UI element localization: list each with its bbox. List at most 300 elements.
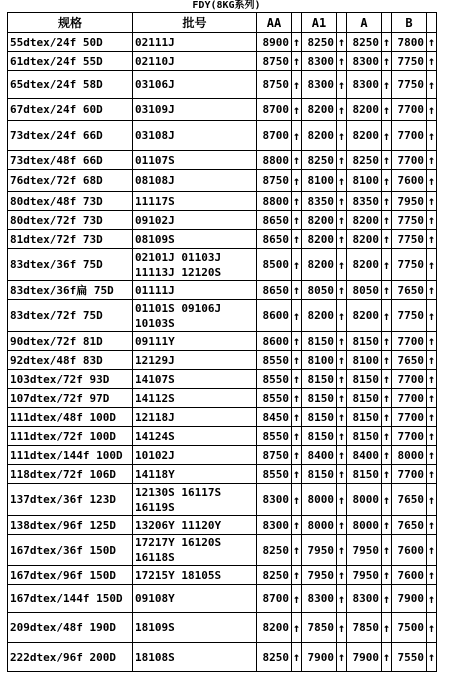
a-price: 8100: [347, 170, 382, 192]
a-price: 7950: [347, 566, 382, 585]
a-price: 8150: [347, 465, 382, 484]
spec-cell: 111dtex/144f 100D: [8, 446, 133, 465]
up-arrow-icon: ↑: [382, 33, 392, 52]
table-row: [8, 566, 437, 585]
batch-line: 01101S 09106J: [135, 301, 222, 315]
batch-cell: [133, 230, 257, 249]
batch-line: 11113J 12120S: [135, 265, 222, 279]
up-arrow-icon: ↑: [382, 332, 392, 351]
up-arrow-icon: ↑: [382, 643, 392, 672]
a-price: 8050: [347, 281, 382, 300]
batch-cell: [133, 465, 257, 484]
up-arrow-icon: ↑: [427, 370, 437, 389]
up-arrow-icon: ↑: [427, 427, 437, 446]
up-arrow-icon: ↑: [382, 99, 392, 121]
up-arrow-icon: ↑: [382, 370, 392, 389]
table-row: [8, 408, 437, 427]
table-row: [8, 121, 437, 151]
table-row: [8, 465, 437, 484]
spec-cell: 209dtex/48f 190D: [8, 613, 133, 643]
up-arrow-icon: ↑: [292, 249, 302, 281]
up-arrow-icon: ↑: [427, 281, 437, 300]
batch-cell: [133, 427, 257, 446]
batch-cell: [133, 613, 257, 643]
table-row: [8, 446, 437, 465]
batch-cell: [133, 351, 257, 370]
up-arrow-icon: ↑: [382, 535, 392, 566]
batch-cell: [133, 33, 257, 52]
a1-price: 8300: [302, 585, 337, 613]
up-arrow-icon: ↑: [337, 585, 347, 613]
a-price: 8150: [347, 332, 382, 351]
up-arrow-icon: ↑: [292, 351, 302, 370]
up-arrow-icon: ↑: [382, 52, 392, 71]
batch-line: 02101J 01103J: [135, 250, 222, 264]
up-arrow-icon: ↑: [292, 121, 302, 151]
up-arrow-icon: ↑: [427, 613, 437, 643]
up-arrow-icon: ↑: [427, 170, 437, 192]
up-arrow-icon: ↑: [292, 370, 302, 389]
a-price: 7900: [347, 643, 382, 672]
up-arrow-icon: ↑: [292, 585, 302, 613]
a1-price: 8150: [302, 465, 337, 484]
up-arrow-icon: ↑: [337, 281, 347, 300]
a1-price: 8150: [302, 427, 337, 446]
aa-price: 8500: [257, 249, 292, 281]
a1-price: 8200: [302, 121, 337, 151]
up-arrow-icon: ↑: [427, 389, 437, 408]
a1-price: 8000: [302, 516, 337, 535]
b-price: 7750: [392, 230, 427, 249]
header-b: B: [392, 13, 427, 33]
spec-cell: 61dtex/24f 55D: [8, 52, 133, 71]
batch-cell: [133, 332, 257, 351]
a1-price: 8100: [302, 351, 337, 370]
header-a: A: [347, 13, 382, 33]
batch-line: 14118Y: [135, 467, 175, 481]
spec-cell: 138dtex/96f 125D: [8, 516, 133, 535]
up-arrow-icon: ↑: [382, 192, 392, 211]
spec-cell: 107dtex/72f 97D: [8, 389, 133, 408]
b-price: 7600: [392, 535, 427, 566]
header-batch: 批号: [133, 13, 257, 33]
up-arrow-icon: ↑: [427, 351, 437, 370]
up-arrow-icon: ↑: [427, 566, 437, 585]
up-arrow-icon: ↑: [292, 446, 302, 465]
up-arrow-icon: ↑: [427, 446, 437, 465]
aa-price: 8650: [257, 211, 292, 230]
aa-price: 8650: [257, 281, 292, 300]
table-row: [8, 389, 437, 408]
up-arrow-icon: ↑: [427, 211, 437, 230]
batch-cell: [133, 389, 257, 408]
aa-price: 8700: [257, 99, 292, 121]
up-arrow-icon: ↑: [337, 484, 347, 516]
batch-line: 17215Y 18105S: [135, 568, 222, 582]
header-gap: [382, 13, 392, 33]
up-arrow-icon: ↑: [292, 300, 302, 332]
up-arrow-icon: ↑: [292, 535, 302, 566]
a-price: 8100: [347, 351, 382, 370]
table-row: [8, 613, 437, 643]
a1-price: 7950: [302, 535, 337, 566]
aa-price: 8700: [257, 585, 292, 613]
batch-line: 01107S: [135, 153, 175, 167]
batch-line: 14112S: [135, 391, 175, 405]
a-price: 8150: [347, 427, 382, 446]
a-price: 8250: [347, 151, 382, 170]
spec-cell: 83dtex/36f 75D: [8, 249, 133, 281]
up-arrow-icon: ↑: [292, 516, 302, 535]
up-arrow-icon: ↑: [337, 613, 347, 643]
a1-price: 8250: [302, 33, 337, 52]
b-price: 7500: [392, 613, 427, 643]
spec-cell: 81dtex/72f 73D: [8, 230, 133, 249]
spec-cell: 83dtex/72f 75D: [8, 300, 133, 332]
up-arrow-icon: ↑: [337, 427, 347, 446]
a-price: 8400: [347, 446, 382, 465]
up-arrow-icon: ↑: [337, 249, 347, 281]
up-arrow-icon: ↑: [382, 516, 392, 535]
table-row: [8, 33, 437, 52]
batch-cell: [133, 300, 257, 332]
batch-line: 02110J: [135, 54, 175, 68]
up-arrow-icon: ↑: [292, 170, 302, 192]
up-arrow-icon: ↑: [337, 71, 347, 99]
up-arrow-icon: ↑: [292, 281, 302, 300]
b-price: 7700: [392, 332, 427, 351]
batch-line: 01111J: [135, 283, 175, 297]
b-price: 7750: [392, 211, 427, 230]
batch-line: 03106J: [135, 78, 175, 91]
a-price: 8000: [347, 516, 382, 535]
batch-line: 12118J: [135, 410, 175, 424]
batch-cell: [133, 566, 257, 585]
table-row: [8, 585, 437, 613]
spec-cell: 90dtex/72f 81D: [8, 332, 133, 351]
batch-line: 09108Y: [135, 592, 175, 605]
spec-cell: 167dtex/144f 150D: [8, 585, 133, 613]
up-arrow-icon: ↑: [427, 408, 437, 427]
up-arrow-icon: ↑: [337, 33, 347, 52]
b-price: 7700: [392, 408, 427, 427]
batch-line: 13206Y 11120Y: [135, 518, 222, 532]
table-row: [8, 484, 437, 516]
up-arrow-icon: ↑: [337, 446, 347, 465]
batch-line: 12129J: [135, 353, 175, 367]
a1-price: 8200: [302, 99, 337, 121]
table-row: [8, 351, 437, 370]
a-price: 8300: [347, 71, 382, 99]
up-arrow-icon: ↑: [337, 370, 347, 389]
a1-price: 8400: [302, 446, 337, 465]
batch-line: 08108J: [135, 174, 175, 187]
up-arrow-icon: ↑: [292, 613, 302, 643]
up-arrow-icon: ↑: [382, 465, 392, 484]
aa-price: 8450: [257, 408, 292, 427]
table-row: [8, 52, 437, 71]
up-arrow-icon: ↑: [337, 99, 347, 121]
up-arrow-icon: ↑: [382, 408, 392, 427]
spec-cell: 222dtex/96f 200D: [8, 643, 133, 672]
up-arrow-icon: ↑: [382, 71, 392, 99]
a1-price: 8300: [302, 71, 337, 99]
aa-price: 8750: [257, 170, 292, 192]
a-price: 7850: [347, 613, 382, 643]
aa-price: 8900: [257, 33, 292, 52]
up-arrow-icon: ↑: [292, 33, 302, 52]
aa-price: 8300: [257, 516, 292, 535]
aa-price: 8250: [257, 566, 292, 585]
a-price: 8300: [347, 585, 382, 613]
a-price: 8200: [347, 99, 382, 121]
a1-price: 7850: [302, 613, 337, 643]
aa-price: 8300: [257, 484, 292, 516]
batch-line: 17217Y 16120S: [135, 536, 222, 549]
b-price: 7650: [392, 484, 427, 516]
table-row: [8, 300, 437, 332]
b-price: 7800: [392, 33, 427, 52]
b-price: 7750: [392, 52, 427, 71]
up-arrow-icon: ↑: [292, 52, 302, 71]
a1-price: 8000: [302, 484, 337, 516]
up-arrow-icon: ↑: [382, 613, 392, 643]
up-arrow-icon: ↑: [337, 408, 347, 427]
a1-price: 8200: [302, 300, 337, 332]
batch-line: 03108J: [135, 129, 175, 142]
up-arrow-icon: ↑: [382, 281, 392, 300]
up-arrow-icon: ↑: [292, 192, 302, 211]
batch-cell: [133, 585, 257, 613]
up-arrow-icon: ↑: [337, 192, 347, 211]
batch-cell: [133, 211, 257, 230]
a1-price: 8250: [302, 151, 337, 170]
batch-cell: [133, 151, 257, 170]
up-arrow-icon: ↑: [427, 99, 437, 121]
aa-price: 8800: [257, 192, 292, 211]
up-arrow-icon: ↑: [337, 151, 347, 170]
up-arrow-icon: ↑: [382, 351, 392, 370]
up-arrow-icon: ↑: [292, 332, 302, 351]
up-arrow-icon: ↑: [292, 643, 302, 672]
header-gap: [337, 13, 347, 33]
batch-cell: [133, 52, 257, 71]
up-arrow-icon: ↑: [382, 211, 392, 230]
batch-line: 02111J: [135, 35, 175, 49]
aa-price: 8550: [257, 427, 292, 446]
a1-price: 7950: [302, 566, 337, 585]
up-arrow-icon: ↑: [427, 151, 437, 170]
a-price: 8000: [347, 484, 382, 516]
batch-line: 03109J: [135, 103, 175, 116]
spec-cell: 80dtex/72f 73D: [8, 211, 133, 230]
a1-price: 8150: [302, 332, 337, 351]
up-arrow-icon: ↑: [292, 71, 302, 99]
spec-cell: 111dtex/72f 100D: [8, 427, 133, 446]
a1-price: 8200: [302, 211, 337, 230]
table-row: [8, 230, 437, 249]
up-arrow-icon: ↑: [337, 211, 347, 230]
up-arrow-icon: ↑: [292, 99, 302, 121]
up-arrow-icon: ↑: [427, 465, 437, 484]
up-arrow-icon: ↑: [337, 389, 347, 408]
up-arrow-icon: ↑: [427, 332, 437, 351]
spec-cell: 65dtex/24f 58D: [8, 71, 133, 99]
up-arrow-icon: ↑: [427, 516, 437, 535]
up-arrow-icon: ↑: [427, 33, 437, 52]
header-spec: 规格: [8, 13, 133, 33]
b-price: 7700: [392, 151, 427, 170]
header-aa: AA: [257, 13, 292, 33]
header-a1: A1: [302, 13, 337, 33]
table-row: [8, 211, 437, 230]
up-arrow-icon: ↑: [382, 566, 392, 585]
b-price: 7700: [392, 121, 427, 151]
batch-line: 12130S 16117S: [135, 485, 222, 499]
a1-price: 8150: [302, 370, 337, 389]
spec-cell: 76dtex/72f 68D: [8, 170, 133, 192]
up-arrow-icon: ↑: [337, 465, 347, 484]
aa-price: 8250: [257, 535, 292, 566]
table-row: [8, 170, 437, 192]
up-arrow-icon: ↑: [382, 249, 392, 281]
b-price: 7550: [392, 643, 427, 672]
a1-price: 8150: [302, 389, 337, 408]
up-arrow-icon: ↑: [382, 484, 392, 516]
up-arrow-icon: ↑: [337, 121, 347, 151]
a-price: 8350: [347, 192, 382, 211]
table-row: [8, 427, 437, 446]
table-row: [8, 192, 437, 211]
spec-cell: 118dtex/72f 106D: [8, 465, 133, 484]
aa-price: 8800: [257, 151, 292, 170]
table-row: [8, 643, 437, 672]
batch-cell: [133, 249, 257, 281]
a-price: 8150: [347, 408, 382, 427]
batch-line: 09111Y: [135, 334, 175, 348]
aa-price: 8600: [257, 300, 292, 332]
up-arrow-icon: ↑: [337, 52, 347, 71]
aa-price: 8600: [257, 332, 292, 351]
up-arrow-icon: ↑: [427, 192, 437, 211]
up-arrow-icon: ↑: [337, 516, 347, 535]
b-price: 7650: [392, 281, 427, 300]
spec-cell: 55dtex/24f 50D: [8, 33, 133, 52]
b-price: 7750: [392, 249, 427, 281]
aa-price: 8700: [257, 121, 292, 151]
table-row: [8, 332, 437, 351]
spec-cell: 103dtex/72f 93D: [8, 370, 133, 389]
up-arrow-icon: ↑: [292, 211, 302, 230]
a-price: 8300: [347, 52, 382, 71]
b-price: 7650: [392, 351, 427, 370]
batch-line: 18109S: [135, 621, 175, 634]
b-price: 7600: [392, 566, 427, 585]
b-price: 8000: [392, 446, 427, 465]
table-body: [8, 33, 437, 672]
aa-price: 8750: [257, 446, 292, 465]
batch-line: 16119S: [135, 500, 175, 514]
a1-price: 8350: [302, 192, 337, 211]
aa-price: 8550: [257, 370, 292, 389]
up-arrow-icon: ↑: [337, 332, 347, 351]
a-price: 8200: [347, 121, 382, 151]
batch-line: 10102J: [135, 448, 175, 462]
spec-cell: 167dtex/36f 150D: [8, 535, 133, 566]
table-row: [8, 281, 437, 300]
a-price: 8200: [347, 300, 382, 332]
up-arrow-icon: ↑: [382, 300, 392, 332]
up-arrow-icon: ↑: [427, 230, 437, 249]
up-arrow-icon: ↑: [382, 170, 392, 192]
up-arrow-icon: ↑: [337, 230, 347, 249]
up-arrow-icon: ↑: [337, 351, 347, 370]
up-arrow-icon: ↑: [292, 566, 302, 585]
batch-cell: [133, 370, 257, 389]
a-price: 8200: [347, 230, 382, 249]
aa-price: 8200: [257, 613, 292, 643]
a1-price: 8200: [302, 230, 337, 249]
a-price: 8150: [347, 389, 382, 408]
batch-cell: [133, 535, 257, 566]
up-arrow-icon: ↑: [292, 465, 302, 484]
batch-line: 08109S: [135, 232, 175, 246]
up-arrow-icon: ↑: [427, 585, 437, 613]
table-row: [8, 249, 437, 281]
batch-cell: [133, 281, 257, 300]
spec-cell: 73dtex/48f 66D: [8, 151, 133, 170]
up-arrow-icon: ↑: [337, 300, 347, 332]
batch-line: 11117S: [135, 194, 175, 208]
batch-cell: [133, 121, 257, 151]
a-price: 8200: [347, 211, 382, 230]
table-row: [8, 535, 437, 566]
b-price: 7700: [392, 427, 427, 446]
header-gap: [292, 13, 302, 33]
up-arrow-icon: ↑: [292, 484, 302, 516]
up-arrow-icon: ↑: [382, 585, 392, 613]
a1-price: 7900: [302, 643, 337, 672]
a-price: 8200: [347, 249, 382, 281]
b-price: 7750: [392, 71, 427, 99]
aa-price: 8550: [257, 389, 292, 408]
batch-cell: [133, 99, 257, 121]
price-table: [7, 12, 437, 672]
b-price: 7700: [392, 370, 427, 389]
up-arrow-icon: ↑: [427, 71, 437, 99]
spec-cell: 83dtex/36f扁 75D: [8, 281, 133, 300]
aa-price: 8750: [257, 71, 292, 99]
aa-price: 8250: [257, 643, 292, 672]
up-arrow-icon: ↑: [337, 566, 347, 585]
batch-line: 09102J: [135, 213, 175, 227]
aa-price: 8550: [257, 465, 292, 484]
batch-cell: [133, 192, 257, 211]
table-row: [8, 99, 437, 121]
up-arrow-icon: ↑: [427, 300, 437, 332]
b-price: 7900: [392, 585, 427, 613]
up-arrow-icon: ↑: [292, 151, 302, 170]
spec-cell: 92dtex/48f 83D: [8, 351, 133, 370]
batch-cell: [133, 170, 257, 192]
up-arrow-icon: ↑: [382, 427, 392, 446]
header-row: [8, 13, 437, 33]
up-arrow-icon: ↑: [382, 446, 392, 465]
up-arrow-icon: ↑: [427, 52, 437, 71]
up-arrow-icon: ↑: [427, 121, 437, 151]
aa-price: 8650: [257, 230, 292, 249]
batch-line: 14124S: [135, 429, 175, 443]
